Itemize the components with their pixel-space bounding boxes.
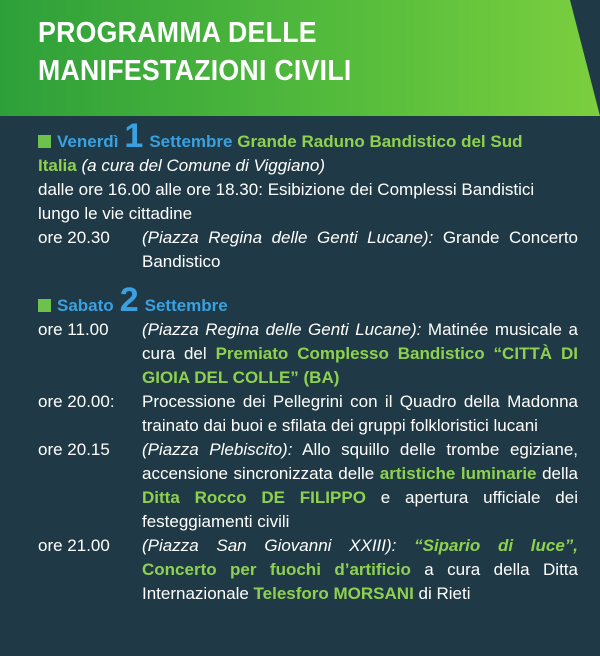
event-text: a cura della Ditta Internazionale: [142, 560, 578, 603]
event-place: (Piazza Plebiscito):: [142, 440, 293, 459]
event-time: ore 11.00: [38, 320, 109, 339]
day-2-weekday: Sabato: [57, 296, 114, 315]
day-2-month: Settembre: [144, 296, 228, 315]
event-text: Allo squillo delle trombe egiziane, accensione sincronizzata delle: [142, 440, 579, 483]
event-highlight: artistiche luminarie: [379, 464, 537, 483]
event-text: Processione dei Pellegrini con il Quadro della Madonna trainato dai buoi e sfilata dei gruppi folkloristici lucani: [142, 392, 578, 435]
event-place: (Piazza San Giovanni XXIII):: [142, 536, 397, 555]
title-line-2: MANIFESTAZIONI CIVILI: [38, 55, 352, 87]
event-row: [38, 226, 578, 274]
event-time: ore 20.30: [38, 228, 110, 247]
event-highlight: Concerto per fuochi d’artificio: [142, 560, 411, 579]
title-line-1: PROGRAMMA DELLE: [38, 17, 317, 49]
event-text: Esibizione dei Complessi Bandistici lungo le vie cittadine: [38, 180, 535, 223]
day-2-number: 2: [119, 281, 139, 319]
day-1-subheading: [38, 154, 578, 178]
day-1-month: Settembre: [149, 132, 233, 151]
day-1-title-a: Grande Raduno Bandistico del Sud: [237, 132, 523, 151]
day-1-title-b: Italia: [38, 156, 77, 175]
page-title: [38, 14, 352, 90]
day-1-note: (a cura del Comune di Viggiano): [81, 156, 325, 175]
day-1-section: [38, 117, 578, 274]
bullet-square-icon: [38, 135, 51, 148]
day-2-section: [38, 281, 579, 606]
day-2-heading: [38, 281, 578, 319]
event-time: ore 21.00: [38, 536, 110, 555]
event-text: Matinée musicale a cura del: [142, 320, 578, 363]
day-1-heading: [38, 117, 578, 155]
event-place: (Piazza Regina delle Genti Lucane):: [142, 228, 434, 247]
event-row: [38, 438, 578, 534]
event-time: ore 20.00:: [38, 392, 115, 411]
program-content: [38, 117, 579, 614]
bullet-square-icon: [38, 299, 51, 312]
event-highlight: Ditta Rocco DE FILIPPO: [142, 488, 366, 507]
event-row: [38, 534, 578, 606]
event-highlight: Telesforo MORSANI: [253, 584, 414, 603]
event-time: ore 20.15: [38, 440, 110, 459]
event-text: della: [542, 464, 578, 483]
event-text: Grande Concerto Bandistico: [142, 228, 578, 271]
event-text: e apertura ufficiale dei festeggiamenti civili: [142, 488, 578, 531]
event-time: dalle ore 16.00 alle ore 18.30:: [38, 180, 263, 199]
event-highlight: Premiato Complesso Bandistico “CITTÀ DI GIOIA DEL COLLE” (BA): [142, 344, 578, 387]
day-1-number: 1: [124, 117, 144, 155]
event-row: [38, 390, 578, 438]
day-1-weekday: Venerdì: [57, 132, 119, 151]
event-place: (Piazza Regina delle Genti Lucane):: [142, 320, 422, 339]
event-text: di Rieti: [418, 584, 471, 603]
event-highlight: “Sipario di luce”,: [414, 536, 578, 555]
event-row: [38, 178, 578, 226]
event-row: [38, 318, 578, 390]
